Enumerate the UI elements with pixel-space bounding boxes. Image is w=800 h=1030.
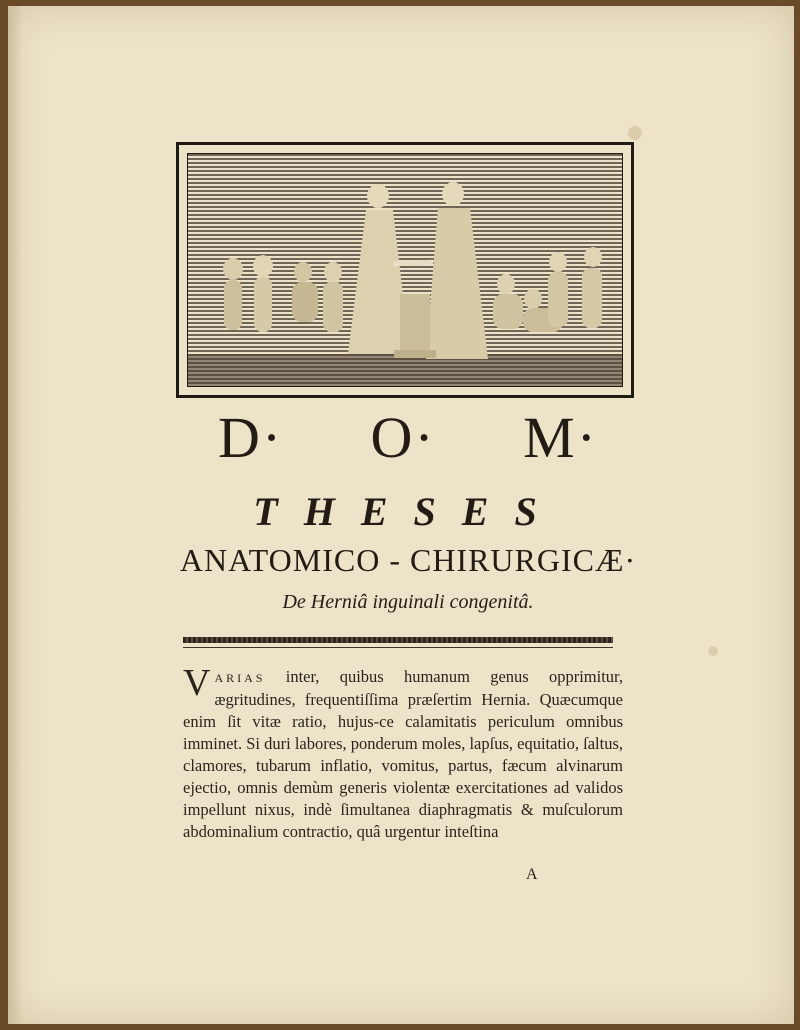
topic-text: Herniâ inguinali congenitâ. <box>310 591 534 613</box>
engraved-vignette <box>176 142 634 398</box>
lead-word: ARIAS <box>214 671 266 685</box>
dom-heading <box>178 405 638 471</box>
dom-letter-d: D· <box>218 405 284 470</box>
body-paragraph <box>183 662 624 843</box>
topic-prefix: De <box>282 591 306 613</box>
ornamental-rule <box>183 637 613 643</box>
foxing-spot <box>708 646 718 656</box>
page-gutter-shadow <box>8 6 22 1024</box>
book-page <box>8 6 794 1024</box>
dom-letter-o: O· <box>370 405 436 470</box>
dom-letter-m: M· <box>523 405 598 470</box>
vignette-illustration <box>188 154 623 387</box>
page-title: THESES <box>253 489 563 534</box>
page-subtitle: ANATOMICO - CHIRURGICÆ· <box>179 542 637 578</box>
paragraph-text: inter, quibus humanum genus opprimitur, ægritudines, frequentiſſima præſertim Hernia. Quæcumque enim ſit vitæ ratio, hujus-ce calamitatis periculum omnibus imminet. Si duri labores, ponderum moles, lapſus, equitatio, ſaltus, clamores, tubarum inflatio, vomitus, partus, fæcum alvinarum ejectio, omnis demùm generis violentæ exercitationes ad validos impellunt nixus, indè ſimultanea diaphragmatis & muſculorum abdominalium contractio, quâ urgentur inteſtina <box>183 667 624 841</box>
thin-rule <box>183 647 613 648</box>
thesis-topic <box>208 591 608 614</box>
foxing-spot <box>628 126 642 140</box>
signature-mark: A <box>526 866 538 883</box>
drop-capital: V <box>183 662 211 704</box>
